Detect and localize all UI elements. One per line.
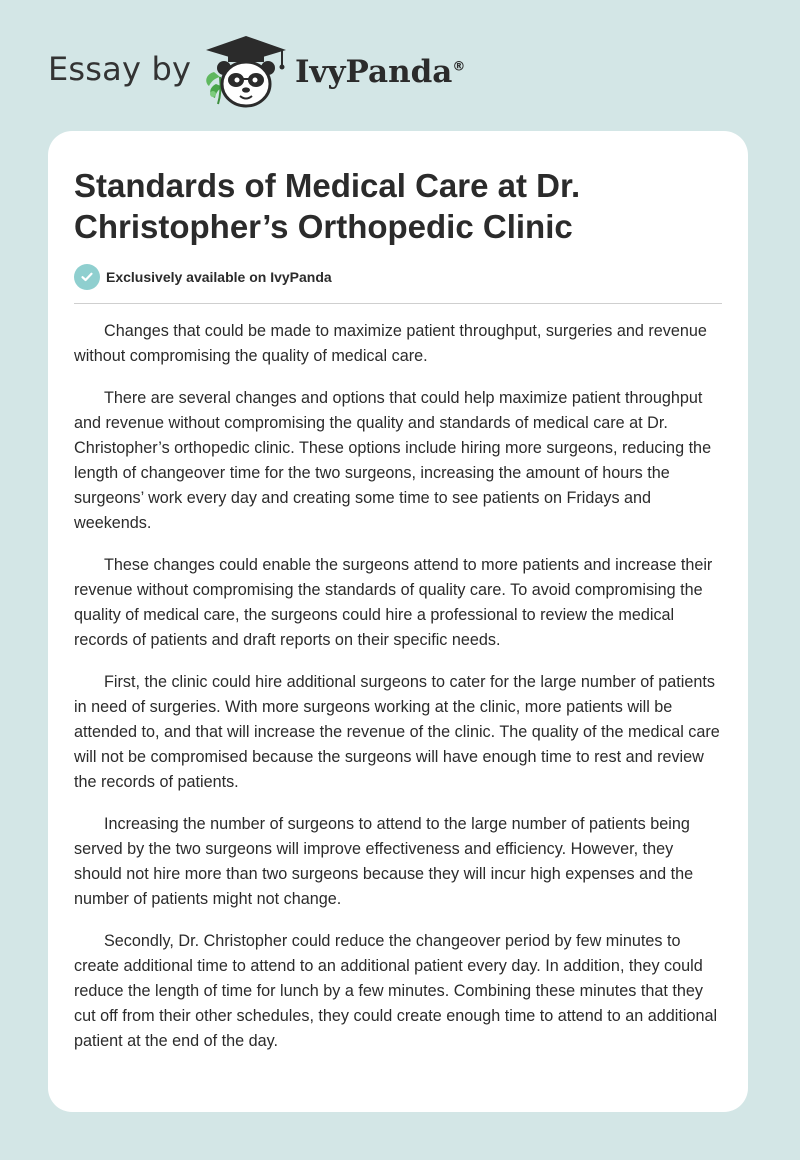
panda-graduate-icon[interactable]: [200, 34, 292, 110]
paragraph: Secondly, Dr. Christopher could reduce the changeover period by few minutes to create additional time to attend to an additional patient every day. In addition, they could reduce the length of time for lunch by a few minutes. Combining these minutes that they cut off from their other schedules, they could create enough time to attend to an additional patient at the end of the day.: [74, 932, 718, 1050]
check-circle-icon: [74, 264, 100, 290]
exclusive-badge: [74, 264, 332, 290]
paragraph: Increasing the number of surgeons to attend to the large number of patients being served by the two surgeons will improve effectiveness and efficiency. However, they should not hire more than two surgeons because they will incur high expenses and the number of patients might not change.: [74, 815, 694, 908]
registered-mark: ®: [452, 59, 466, 75]
site-header: [0, 0, 800, 130]
ivy-leaf-icon: [206, 72, 223, 104]
paragraph: There are several changes and options that could help maximize patient throughput and revenue without compromising the quality and standards of medical care at Dr. Christopher’s orthopedic clinic. These options include hiring more surgeons, reducing the length of changeover time for the two surgeons, increasing the amount of hours the surgeons’ work every day and creating some time to see patients on Fridays and weekends.: [74, 389, 712, 532]
page-title: Standards of Medical Care at Dr. Christopher’s Orthopedic Clinic: [74, 167, 581, 245]
essay-by-label: Essay by: [48, 50, 192, 88]
paragraph: First, the clinic could hire additional surgeons to cater for the large number of patients in need of surgeries. With more surgeons working at the clinic, more patients will be attended to, and that will increase the revenue of the clinic. The quality of the medical care will not be compromised because the surgeons will have enough time to rest and review the records of patients.: [74, 673, 720, 791]
divider: [74, 303, 722, 304]
article-body: [74, 319, 724, 1071]
paragraph: Changes that could be made to maximize patient throughput, surgeries and revenue without compromising the quality of medical care.: [74, 322, 707, 365]
article-card: [48, 131, 748, 1112]
exclusive-badge-text: Exclusively available on IvyPanda: [106, 269, 332, 285]
paragraph: These changes could enable the surgeons attend to more patients and increase their revenue without compromising the standards of quality care. To avoid compromising the quality of medical care, the surgeons could hire a professional to review the medical records of patients and draft reports on their specific needs.: [74, 556, 713, 649]
brand-name[interactable]: IvyPanda®: [295, 54, 466, 90]
